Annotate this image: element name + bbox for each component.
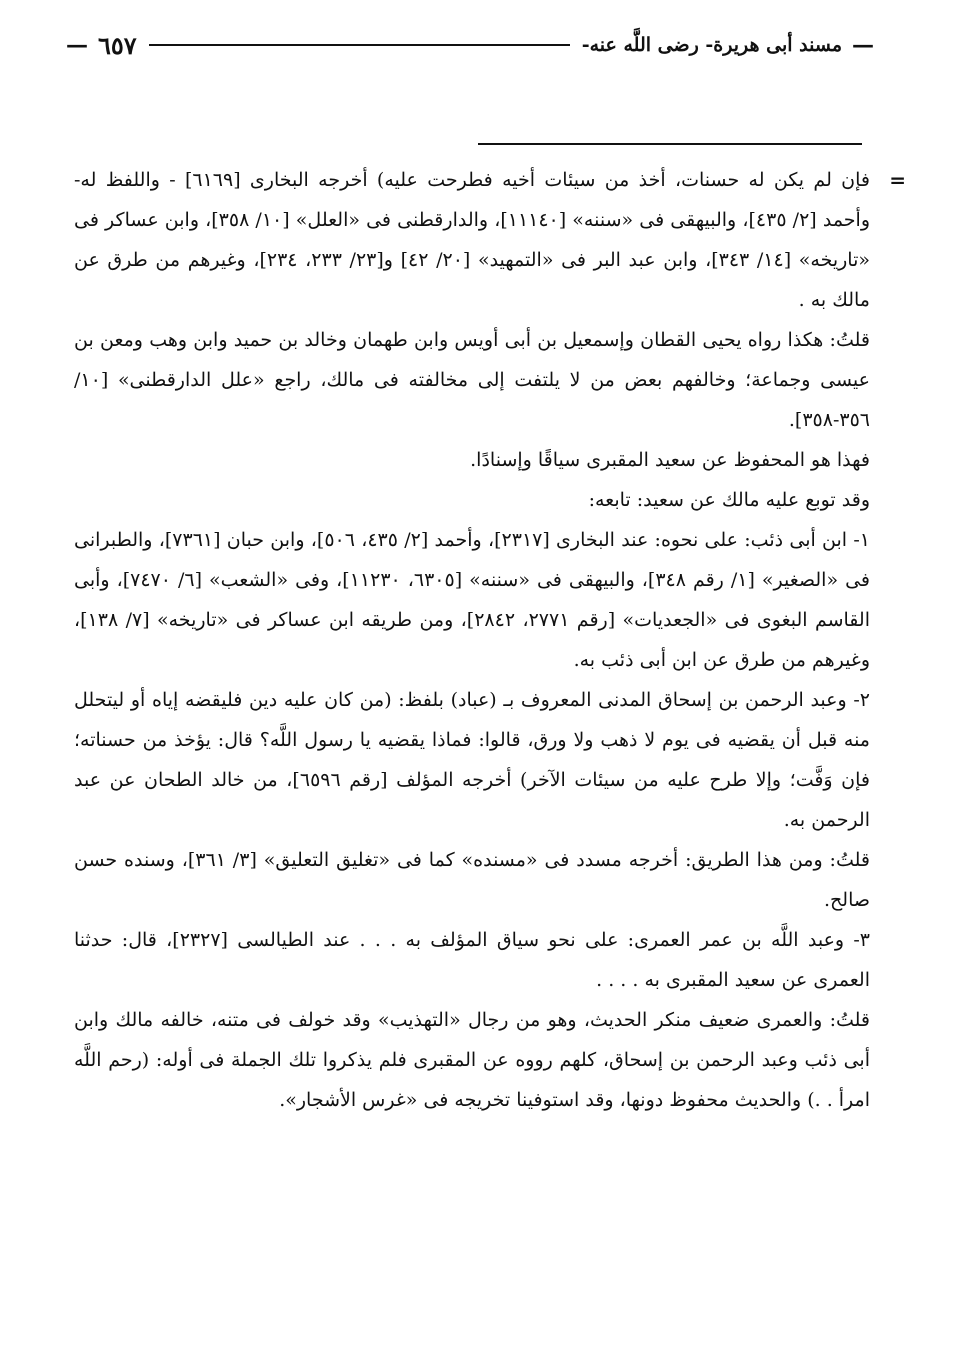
header-dash-right: — — [852, 32, 874, 58]
footnote-body — [74, 160, 906, 1270]
footnote-paragraph-8: ٣- وعبد اللَّه بن عمر العمرى: على نحو سياق المؤلف به . . . عند الطيالسى [٢٣٢٧]، قال: حدثنا العمرى عن سعيد المقبرى به . . . . — [74, 929, 870, 991]
continuation-mark: = — [889, 168, 906, 192]
footnote-paragraph-5: ١- ابن أبى ذئب: على نحوه: عند البخارى [٢٣١٧]، وأحمد [٢/ ٤٣٥، ٥٠٦]، وابن حبان [٧٣٦١]، والطبرانى فى «الصغير» [١/ رقم ٣٤٨]، والبيهقى فى «سننه» [٦٣٠٥، ١١٢٣٠]، وفى «الشعب» [٦/ ٧٤٧٠]، وأبى القاسم البغوى فى «الجعديات» [رقم ٢٧٧١، ٢٨٤٢]، ومن طريقه ابن عساكر فى «تاريخه» [٧/ ١٣٨]، وغيرهم من طرق عن ابن أبى ذئب به. — [74, 529, 870, 671]
footnote-paragraph-4: وقد توبع عليه مالك عن سعيد: تابعه: — [588, 489, 870, 511]
header-title: مسند أبى هريرة- رضى اللَّه عنه- — [581, 34, 842, 56]
running-header — [60, 28, 880, 62]
footnote-paragraph-1 — [74, 160, 906, 320]
header-rule — [149, 44, 570, 46]
header-dash-left: — — [66, 32, 88, 58]
footnote-paragraph-2: قلتُ: هكذا رواه يحيى القطان وإسمعيل بن أبى أويس وابن طهمان وخالد بن حميد وابن وهب ومعن بن عيسى وجماعة؛ وخالفهم بعض من لا يلتفت إلى مخالفته فى مالك، راجع «علل الدارقطنى» [١٠/ ٣٥٦-٣٥٨]. — [74, 329, 870, 431]
footnote-separator — [478, 143, 862, 145]
page-number: ٦٥٧ — [98, 30, 137, 60]
footnote-paragraph-6: ٢- وعبد الرحمن بن إسحاق المدنى المعروف بـ (عباد) بلفظ: (من كان عليه دين فليقضه إياه أو ليتحلل منه قبل أن يقضيه فى يوم لا ذهب ولا ورق، قالوا: فماذا يقضيه يا رسول اللَّه؟ قال: يؤخذ من حسناته؛ فإن وَفَّت؛ وإلا طرح عليه من سيئات الآخر) أخرجه المؤلف [رقم ٦٥٩٦]، من خالد الطحان عن عبد الرحمن به. — [74, 689, 871, 831]
footnote-paragraph-7: قلتُ: ومن هذا الطريق: أخرجه مسدد فى «مسنده» كما فى «تغليق التعليق» [٣/ ٣٦١]، وسنده حسن صالح. — [74, 849, 870, 911]
paragraph-text: فإن لم يكن له حسنات، أخذ من سيئات أخيه فطرحت عليه) أخرجه البخارى [٦١٦٩] - واللفظ له- وأحمد [٢/ ٤٣٥]، والبيهقى فى «سننه» [١١١٤٠]، والدارقطنى فى «العلل» [١٠/ ٣٥٨]، وابن عساكر فى «تاريخه» [١٤/ ٣٤٣]، وابن عبد البر فى «التمهيد» [٢٠/ ٤٢] و[٢٣/ ٢٣٣، ٢٣٤]، وغيرهم من طرق عن مالك به . — [74, 169, 871, 311]
footnote-paragraph-9: قلتُ: والعمرى ضعيف منكر الحديث، وهو من رجال «التهذيب» وقد خولف فى متنه، خالفه مالك وابن أبى ذئب وعبد الرحمن بن إسحاق، كلهم رووه عن المقبرى فلم يذكروا تلك الجملة فى أوله: (رحم اللَّه امرأ . .) والحديث محفوظ دونها، وقد استوفينا تخريجه فى «غرس الأشجار». — [74, 1009, 870, 1111]
footnote-paragraph-3: فهذا هو المحفوظ عن سعيد المقبرى سياقًا وإسنادًا. — [470, 449, 870, 471]
